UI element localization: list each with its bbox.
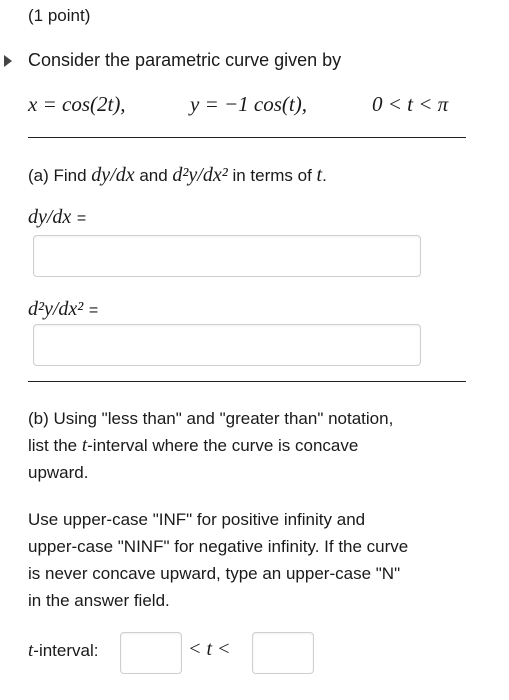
t-range: 0 < t < π (372, 92, 449, 116)
points-label: (1 point) (28, 6, 91, 25)
divider (28, 137, 466, 138)
dydx-label: dy/dx = (28, 206, 87, 228)
part-a-prompt: (a) Find dy/dx and d²y/dx² in terms of t. (28, 164, 327, 186)
problem-intro: Consider the parametric curve given by (28, 50, 342, 70)
d2ydx2-label: d²y/dx² = (28, 298, 99, 320)
y-equation: y = −1 cos(t), (190, 92, 307, 116)
expand-triangle-icon[interactable] (4, 55, 12, 67)
x-equation: x = cos(2t), (28, 92, 126, 116)
dydx-input[interactable] (33, 235, 421, 277)
t-interval-label: t-interval: (28, 640, 99, 661)
d2ydx2-input[interactable] (33, 324, 421, 366)
interval-lower-input[interactable] (120, 632, 182, 674)
interval-upper-input[interactable] (252, 632, 314, 674)
divider (28, 381, 466, 382)
interval-middle: < t < (188, 638, 231, 660)
part-b-instructions: Use upper-case "INF" for positive infinity and upper-case "NINF" for negative infinity. If the curve is never concave upward, type an upper-case "N" in the answer field. (28, 510, 409, 610)
part-b-prompt: (b) Using "less than" and "greater than" notation, list the t-interval where the curve is concave upward. (28, 409, 394, 482)
